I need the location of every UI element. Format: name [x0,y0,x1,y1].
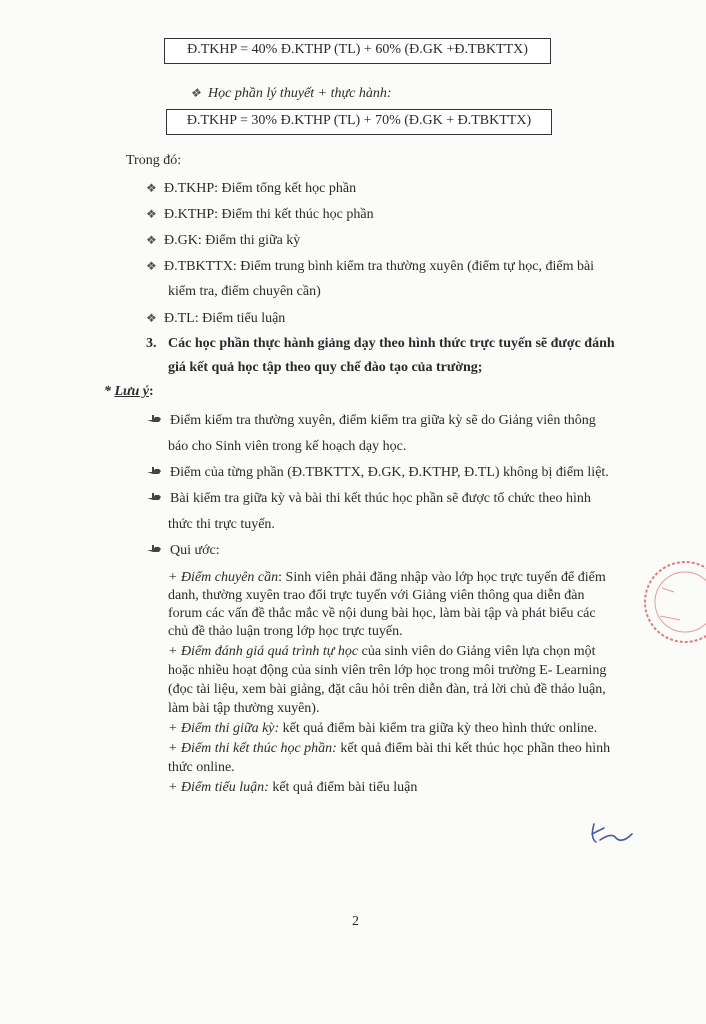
note-item: Điểm kiểm tra thường xuyên, điểm kiểm tra giữa kỳ sẽ do Giảng viên thông [146,411,596,431]
convention-line: forum các vấn đề thắc mắc về nội dung bài học, làm bài tập và phát biểu các [168,606,596,621]
diamond-bullet-icon: ❖ [146,311,157,325]
definition-item: ❖ Đ.KTHP: Điểm thi kết thúc học phần [146,204,374,225]
handwritten-signature-icon [586,820,636,850]
convention-line: danh, thường xuyên trao đổi trực tuyến với Giảng viên thông qua diễn đàn [168,588,585,603]
diamond-bullet-icon: ❖ [146,233,157,247]
note-item: Điểm của từng phần (Đ.TBKTTX, Đ.GK, Đ.KTHP, Đ.TL) không bị điểm liệt. [146,463,609,483]
convention-attendance: + Điểm chuyên cần: Sinh viên phải đăng nhập vào lớp học trực tuyến để điểm [168,570,606,585]
formula-box-1 [164,38,551,64]
where-label: Trong đó: [126,153,182,168]
formula-1: Đ.TKHP = 40% Đ.KTHP (TL) + 60% (Đ.GK +Đ.TBKTTX) [187,42,528,57]
definition-item: ❖ Đ.TBKTTX: Điểm trung bình kiểm tra thường xuyên (điểm tự học, điểm bài [146,256,594,277]
subheading-theory-practice: ❖ Học phần lý thuyết + thực hành: [190,83,391,104]
pointing-hand-icon [146,543,162,555]
diamond-bullet-icon: ❖ [146,207,157,221]
formula-box-2 [166,109,552,135]
red-seal-stamp-icon [640,548,706,656]
definition-item: ❖ Đ.TKHP: Điểm tổng kết học phần [146,178,356,199]
note-item-conventions: Qui ước: [146,541,220,561]
convention-line: (đọc tài liệu, xem bài giảng, đặt câu hỏi trên diễn đàn, trả lời chủ đề thảo luận, [168,682,606,697]
definition-item: ❖ Đ.TL: Điểm tiểu luận [146,308,285,329]
note-heading: * Lưu ý: [104,384,154,399]
convention-essay: + Điểm tiểu luận: kết quả điểm bài tiểu luận [168,780,418,795]
note-continuation: báo cho Sinh viên trong kế hoạch dạy học. [168,439,407,454]
formula-2: Đ.TKHP = 30% Đ.KTHP (TL) + 70% (Đ.GK + Đ.TBKTTX) [186,113,532,128]
diamond-bullet-icon: ❖ [190,86,201,100]
item-3-line-2: giá kết quả học tập theo quy chế đào tạo của trường; [168,360,483,375]
pointing-hand-icon [146,491,162,503]
diamond-bullet-icon: ❖ [146,259,157,273]
pointing-hand-icon [146,465,162,477]
pointing-hand-icon [146,413,162,425]
definition-continuation: kiểm tra, điểm chuyên cần) [168,284,321,299]
convention-line: chủ đề thảo luận trong lớp học trực tuyến. [168,624,403,639]
definition-item: ❖ Đ.GK: Điểm thi giữa kỳ [146,230,300,251]
convention-midterm: + Điểm thi giữa kỳ: kết quả điểm bài kiểm tra giữa kỳ theo hình thức online. [168,721,598,736]
convention-line: làm bài tập thường xuyên). [168,701,320,716]
item-3-line-1: 3. Các học phần thực hành giảng dạy theo hình thức trực tuyến sẽ được đánh [146,336,615,351]
convention-final-exam: + Điểm thi kết thúc học phần: kết quả điểm bài thi kết thúc học phần theo hình [168,741,611,756]
diamond-bullet-icon: ❖ [146,181,157,195]
page-number: 2 [352,914,359,929]
convention-line: thức online. [168,760,235,775]
note-item: Bài kiểm tra giữa kỳ và bài thi kết thúc học phần sẽ được tổ chức theo hình [146,489,591,509]
note-continuation: thức thi trực tuyến. [168,517,275,532]
convention-line: hoặc nhiều hoạt động của sinh viên trên lớp học trong môi trường E- Learning [168,663,607,678]
convention-self-study: + Điểm đánh giá quá trình tự học của sinh viên do Giảng viên lựa chọn một [168,644,596,659]
